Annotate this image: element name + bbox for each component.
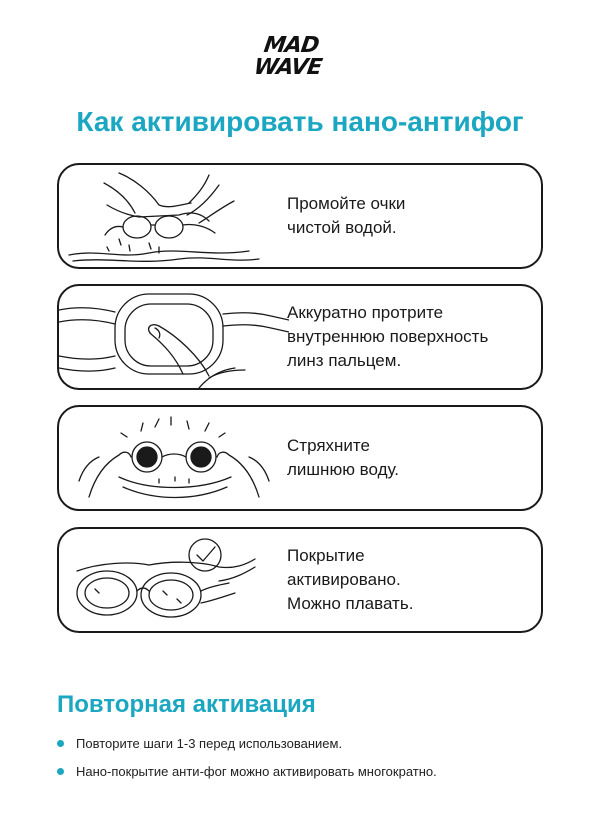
bullet-2-text: Нано-покрытие анти-фог можно активировать многократно. — [76, 764, 437, 779]
bullet-1-text: Повторите шаги 1-3 перед использованием. — [76, 736, 343, 751]
step-1-line-1: Промойте очки — [287, 194, 406, 213]
reactivation-list — [57, 736, 557, 792]
bullet-dot-icon — [57, 768, 64, 775]
reactivation-title: Повторная активация — [57, 691, 316, 718]
step-2-line-1: Аккуратно протрите — [287, 303, 444, 322]
mad-wave-logo — [254, 33, 350, 81]
step-card-2 — [57, 284, 543, 390]
shaking-goggles-illustration — [59, 407, 289, 509]
finger-wiping-lens-illustration — [59, 286, 289, 388]
step-3-line-1: Стряхните — [287, 436, 370, 455]
step-3-line-2: лишнюю воду. — [287, 460, 400, 479]
step-3-text — [287, 407, 537, 509]
step-1-text — [287, 165, 537, 267]
step-4-line-3: Можно плавать. — [287, 594, 414, 613]
step-card-4 — [57, 527, 543, 633]
step-4-line-1: Покрытие — [287, 546, 365, 565]
step-card-1 — [57, 163, 543, 269]
list-item — [57, 764, 557, 780]
step-2-text — [287, 286, 537, 388]
bullet-dot-icon — [57, 740, 64, 747]
step-card-3 — [57, 405, 543, 511]
step-2-line-2: внутреннюю поверхность — [287, 327, 489, 346]
goggles-checkmark-illustration — [59, 529, 289, 631]
step-1-line-2: чистой водой. — [287, 218, 397, 237]
step-2-line-3: линз пальцем. — [287, 351, 402, 370]
logo-line-1: MAD — [262, 33, 321, 58]
page-title: Как активировать нано-антифог — [76, 106, 524, 137]
step-4-line-2: активировано. — [287, 570, 401, 589]
logo-line-2: WAVE — [252, 55, 323, 80]
washing-goggles-illustration — [59, 165, 289, 267]
list-item — [57, 736, 557, 752]
step-4-text — [287, 529, 537, 631]
